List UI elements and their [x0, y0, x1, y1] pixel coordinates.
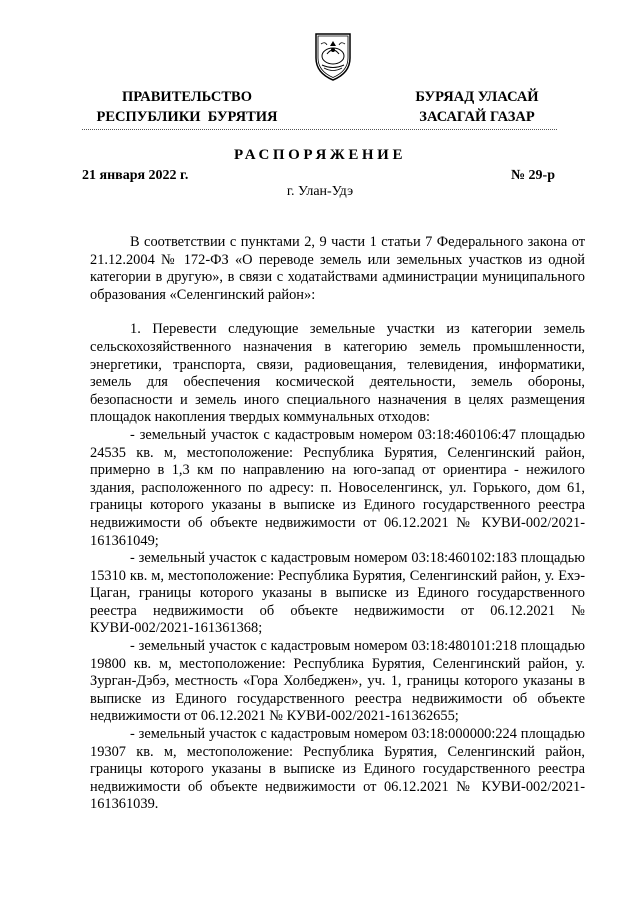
document-city: г. Улан-Удэ [286, 184, 354, 199]
government-name-russian [92, 87, 282, 127]
plot-4-paragraph: - земельный участок с кадастровым номером 03:18:000000:224 площадью 19307 кв. м, местоположение: Республика Бурятия, Селенгинский район, границы которого указаны в выписке из Единого государственного реестра недвижимости об объекте недвижимости от 06.12.2021 № КУВИ-002/2021-161361039. [90, 726, 585, 813]
government-name-buryat-line1: БУРЯАД УЛАСАЙ [415, 89, 539, 105]
plot-3-paragraph: - земельный участок с кадастровым номером 03:18:480101:218 площадью 19800 кв. м, местоположение: Республика Бурятия, Селенгинский район, у. Зурган-Дэбэ, местность «Гора Холбеджен», уч. 1, границы которого указаны в выписке из Единого государственного реестра недвижимости об объекте недвижимости от 06.12.2021 № КУВИ-002/2021-161362655; [90, 638, 585, 725]
plot-2-paragraph: - земельный участок с кадастровым номером 03:18:460102:183 площадью 15310 кв. м, местоположение: Республика Бурятия, Селенгинский район, у. Ехэ-Цаган, границы которого указаны в выписке из Единого государственного реестра недвижимости об объекте недвижимости от 06.12.2021 № КУВИ-002/2021-161361368; [90, 550, 585, 637]
document-number: № 29-р [510, 168, 555, 183]
government-name-line1: ПРАВИТЕЛЬСТВО [122, 89, 252, 105]
item-1-paragraph: 1. Перевести следующие земельные участки из категории земель сельскохозяйственного назначения в категорию земель промышленности, энергетики, транспорта, связи, радиовещания, телевидения, информатики, земель для обеспечения космической деятельности, земель обороны, безопасности и земель иного специального назначения в целях размещения площадок накопления твердых коммунальных отходов: [90, 321, 585, 426]
government-name-buryat-line2: ЗАСАГАЙ ГАЗАР [419, 109, 535, 125]
header-divider [82, 129, 557, 130]
document-date: 21 января 2022 г. [82, 168, 189, 183]
document-body [90, 234, 585, 814]
government-name-line2: РЕСПУБЛИКИ БУРЯТИЯ [96, 109, 278, 125]
preamble-paragraph: В соответствии с пунктами 2, 9 части 1 статьи 7 Федерального закона от 21.12.2004 № 172-ФЗ «О переводе земель или земельных участков из одной категории в другую», в связи с ходатайствами администрации муниципального образования «Селенгинский район»: [90, 234, 585, 303]
document-title: РАСПОРЯЖЕНИЕ [233, 147, 407, 163]
coat-of-arms-icon [303, 24, 363, 84]
plot-1-paragraph: - земельный участок с кадастровым номером 03:18:460106:47 площадью 24535 кв. м, местоположение: Республика Бурятия, Селенгинский район, примерно в 1,3 км по направлению на юго-запад от ориентира - нежилого здания, расположенного по адресу: п. Новоселенгинск, ул. Горького, дом 61, границы которого указаны в выписке из Единого государственного реестра недвижимости об объекте недвижимости от 06.12.2021 № КУВИ-002/2021-161361049; [90, 426, 585, 549]
government-name-buryat [402, 87, 552, 127]
